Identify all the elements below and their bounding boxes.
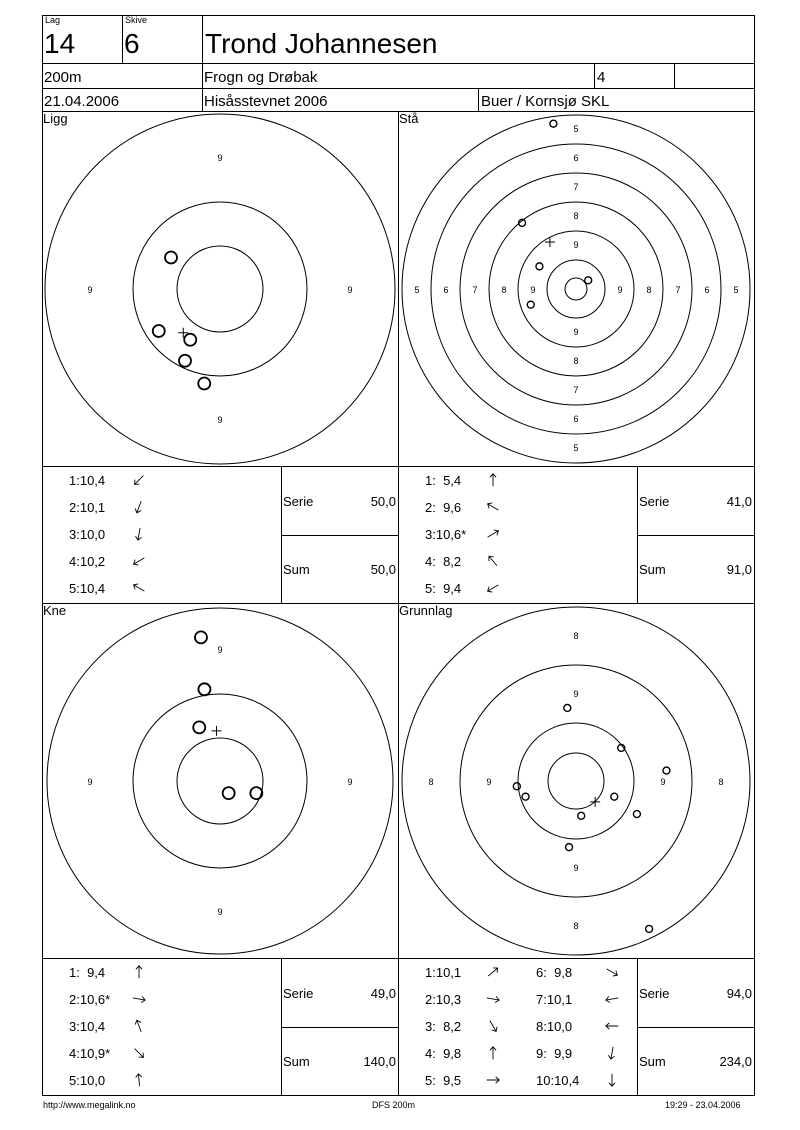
direction-arrow-icon: [131, 499, 147, 515]
sum-label-staa: Sum: [639, 562, 666, 577]
shot-result: 10:10,4: [536, 1073, 580, 1088]
ring-label: 8: [646, 285, 652, 295]
ring-label: 9: [573, 689, 579, 699]
shot-impact: [633, 811, 640, 818]
event-date: 21.04.2006: [44, 93, 120, 110]
ring-label: 5: [414, 285, 420, 295]
direction-arrow-icon: [485, 580, 501, 596]
direction-arrow-icon: [131, 1045, 147, 1061]
club-name: Frogn og Drøbak: [204, 69, 318, 86]
mean-impact-marker: [545, 237, 555, 247]
event-name: Hisåsstevnet 2006: [204, 93, 328, 110]
footer-timestamp: 19:29 - 23.04.2006: [665, 1100, 741, 1110]
ring-label: 8: [718, 777, 724, 787]
direction-arrow-icon: [485, 964, 501, 980]
direction-arrow-icon: [604, 1072, 620, 1088]
shot-impact: [513, 783, 520, 790]
shot-impact: [564, 704, 571, 711]
panel-label-grunnlag: Grunnlag: [399, 603, 453, 618]
shot-result: 4: 9,8: [425, 1046, 462, 1061]
ring-label: 9: [573, 863, 579, 873]
direction-arrow-icon: [131, 553, 147, 569]
ring-label: 5: [573, 443, 579, 453]
ring-label: 8: [573, 211, 579, 221]
direction-arrow-icon: [485, 526, 501, 542]
shot-impact: [179, 355, 191, 367]
shot-result: 4:10,9*: [69, 1046, 111, 1061]
direction-arrow-icon: [485, 1018, 501, 1034]
shot-list-grunnlag-left: [399, 959, 518, 1096]
ring-label: 6: [573, 414, 579, 424]
direction-arrow-icon: [131, 580, 147, 596]
ring-label: 7: [675, 285, 681, 295]
lag-label: Lag: [45, 15, 61, 25]
shot-result: 7:10,1: [536, 992, 573, 1007]
direction-arrow-icon: [485, 1045, 501, 1061]
shot-impact: [198, 683, 210, 695]
shot-result: 2:10,6*: [69, 992, 111, 1007]
shot-result: 3:10,6*: [425, 527, 467, 542]
shot-impact: [184, 334, 196, 346]
shot-list-staa: [399, 467, 637, 603]
shot-result: 9: 9,9: [536, 1046, 573, 1061]
shot-impact: [250, 787, 262, 799]
direction-arrow-icon: [604, 991, 620, 1007]
ring-label: 9: [347, 285, 353, 295]
shot-result: 6: 9,8: [536, 965, 573, 980]
skive-value: 6: [124, 28, 140, 59]
direction-arrow-icon: [485, 553, 501, 569]
serie-value-grunnlag: 94,0: [726, 986, 752, 1001]
shot-impact: [522, 793, 529, 800]
shot-impact: [646, 925, 653, 932]
shot-impact: [578, 812, 585, 819]
ring-label: 7: [573, 182, 579, 192]
serie-label-kne: Serie: [283, 986, 314, 1001]
shot-impact: [193, 721, 205, 733]
lag-value: 14: [44, 28, 76, 59]
ring-label: 9: [217, 153, 223, 163]
ring-label: 8: [573, 631, 579, 641]
ring-label: 9: [217, 907, 223, 917]
mean-impact-marker: [212, 726, 222, 736]
shot-list-grunnlag-right: [518, 959, 637, 1096]
shot-impact: [536, 263, 543, 270]
shot-result: 5:10,4: [69, 581, 106, 596]
shot-result: 5:10,0: [69, 1073, 106, 1088]
direction-arrow-icon: [604, 1045, 620, 1061]
serie-value-kne: 49,0: [370, 986, 396, 1001]
shot-result: 3:10,0: [69, 527, 106, 542]
shot-result: 2:10,3: [425, 992, 462, 1007]
ring-label: 8: [573, 356, 579, 366]
shot-result: 1: 5,4: [425, 473, 462, 488]
ring-label: 6: [704, 285, 710, 295]
shot-impact: [663, 767, 670, 774]
direction-arrow-icon: [485, 991, 501, 1007]
shot-result: 3:10,4: [69, 1019, 106, 1034]
mean-impact-marker: [590, 797, 600, 807]
skive-label: Skive: [125, 15, 148, 25]
shot-result: 3: 8,2: [425, 1019, 462, 1034]
ring-label: 8: [428, 777, 434, 787]
sum-label-ligg: Sum: [283, 562, 310, 577]
ring-label: 5: [733, 285, 739, 295]
ring-label: 9: [87, 285, 93, 295]
event-location: Buer / Kornsjø SKL: [481, 93, 610, 110]
shot-impact: [165, 252, 177, 264]
sum-value-staa: 91,0: [726, 562, 752, 577]
shot-result: 8:10,0: [536, 1019, 573, 1034]
shot-impact: [527, 301, 534, 308]
shooter-name: Trond Johannesen: [205, 28, 438, 59]
footer-center: DFS 200m: [372, 1100, 416, 1110]
ring-label: 6: [573, 153, 579, 163]
shot-result: 4:10,2: [69, 554, 106, 569]
panel-label-kne: Kne: [43, 603, 67, 618]
direction-arrow-icon: [131, 1072, 147, 1088]
serie-value-staa: 41,0: [726, 494, 752, 509]
sum-label-kne: Sum: [283, 1054, 310, 1069]
mean-impact-marker: [178, 328, 188, 338]
sum-value-ligg: 50,0: [370, 562, 396, 577]
direction-arrow-icon: [485, 472, 501, 488]
shot-result: 4: 8,2: [425, 554, 462, 569]
panel-label-staa: Stå: [399, 111, 419, 126]
sum-value-grunnlag: 234,0: [719, 1054, 752, 1069]
target-kne: [43, 604, 398, 958]
shot-result: 1:10,4: [69, 473, 106, 488]
ring-label: 6: [443, 285, 449, 295]
ring-label: 7: [573, 385, 579, 395]
shot-impact: [585, 277, 592, 284]
serie-label-ligg: Serie: [283, 494, 314, 509]
ring-label: 9: [217, 415, 223, 425]
target-staa: [399, 112, 755, 466]
shot-impact: [153, 325, 165, 337]
shot-impact: [566, 844, 573, 851]
ring-label: 9: [573, 240, 579, 250]
direction-arrow-icon: [485, 1072, 501, 1088]
field-4: 4: [597, 69, 606, 86]
ring-label: 9: [347, 777, 353, 787]
direction-arrow-icon: [604, 1018, 620, 1034]
ring-label: 5: [573, 124, 579, 134]
sum-value-kne: 140,0: [363, 1054, 396, 1069]
ring-label: 8: [573, 921, 579, 931]
ring-label: 9: [573, 327, 579, 337]
direction-arrow-icon: [131, 472, 147, 488]
serie-value-ligg: 50,0: [370, 494, 396, 509]
shot-list-kne: [43, 959, 281, 1096]
ring-label: 9: [87, 777, 93, 787]
ring-label: 9: [660, 777, 666, 787]
shot-impact: [195, 631, 207, 643]
ring-label: 8: [501, 285, 507, 295]
shot-result: 2:10,1: [69, 500, 106, 515]
direction-arrow-icon: [131, 1018, 147, 1034]
ring-label: 9: [617, 285, 623, 295]
direction-arrow-icon: [485, 499, 501, 515]
target-ligg: [43, 112, 398, 466]
sum-label-grunnlag: Sum: [639, 1054, 666, 1069]
direction-arrow-icon: [131, 526, 147, 542]
shot-result: 5: 9,4: [425, 581, 462, 596]
serie-label-grunnlag: Serie: [639, 986, 670, 1001]
ring-label: 9: [217, 645, 223, 655]
shot-result: 1: 9,4: [69, 965, 106, 980]
shot-result: 5: 9,5: [425, 1073, 462, 1088]
direction-arrow-icon: [131, 991, 147, 1007]
shot-impact: [611, 793, 618, 800]
shot-impact: [223, 787, 235, 799]
serie-label-staa: Serie: [639, 494, 670, 509]
ring-label: 9: [486, 777, 492, 787]
shot-result: 1:10,1: [425, 965, 462, 980]
direction-arrow-icon: [604, 964, 620, 980]
ring-label: 9: [530, 285, 536, 295]
shot-impact: [550, 120, 557, 127]
shot-result: 2: 9,6: [425, 500, 462, 515]
panel-label-ligg: Ligg: [43, 111, 68, 126]
distance: 200m: [44, 69, 82, 86]
ring-label: 7: [472, 285, 478, 295]
shot-list-ligg: [43, 467, 281, 603]
footer-url[interactable]: http://www.megalink.no: [43, 1100, 136, 1110]
shot-impact: [198, 378, 210, 390]
direction-arrow-icon: [131, 964, 147, 980]
target-grunnlag: [399, 604, 755, 958]
